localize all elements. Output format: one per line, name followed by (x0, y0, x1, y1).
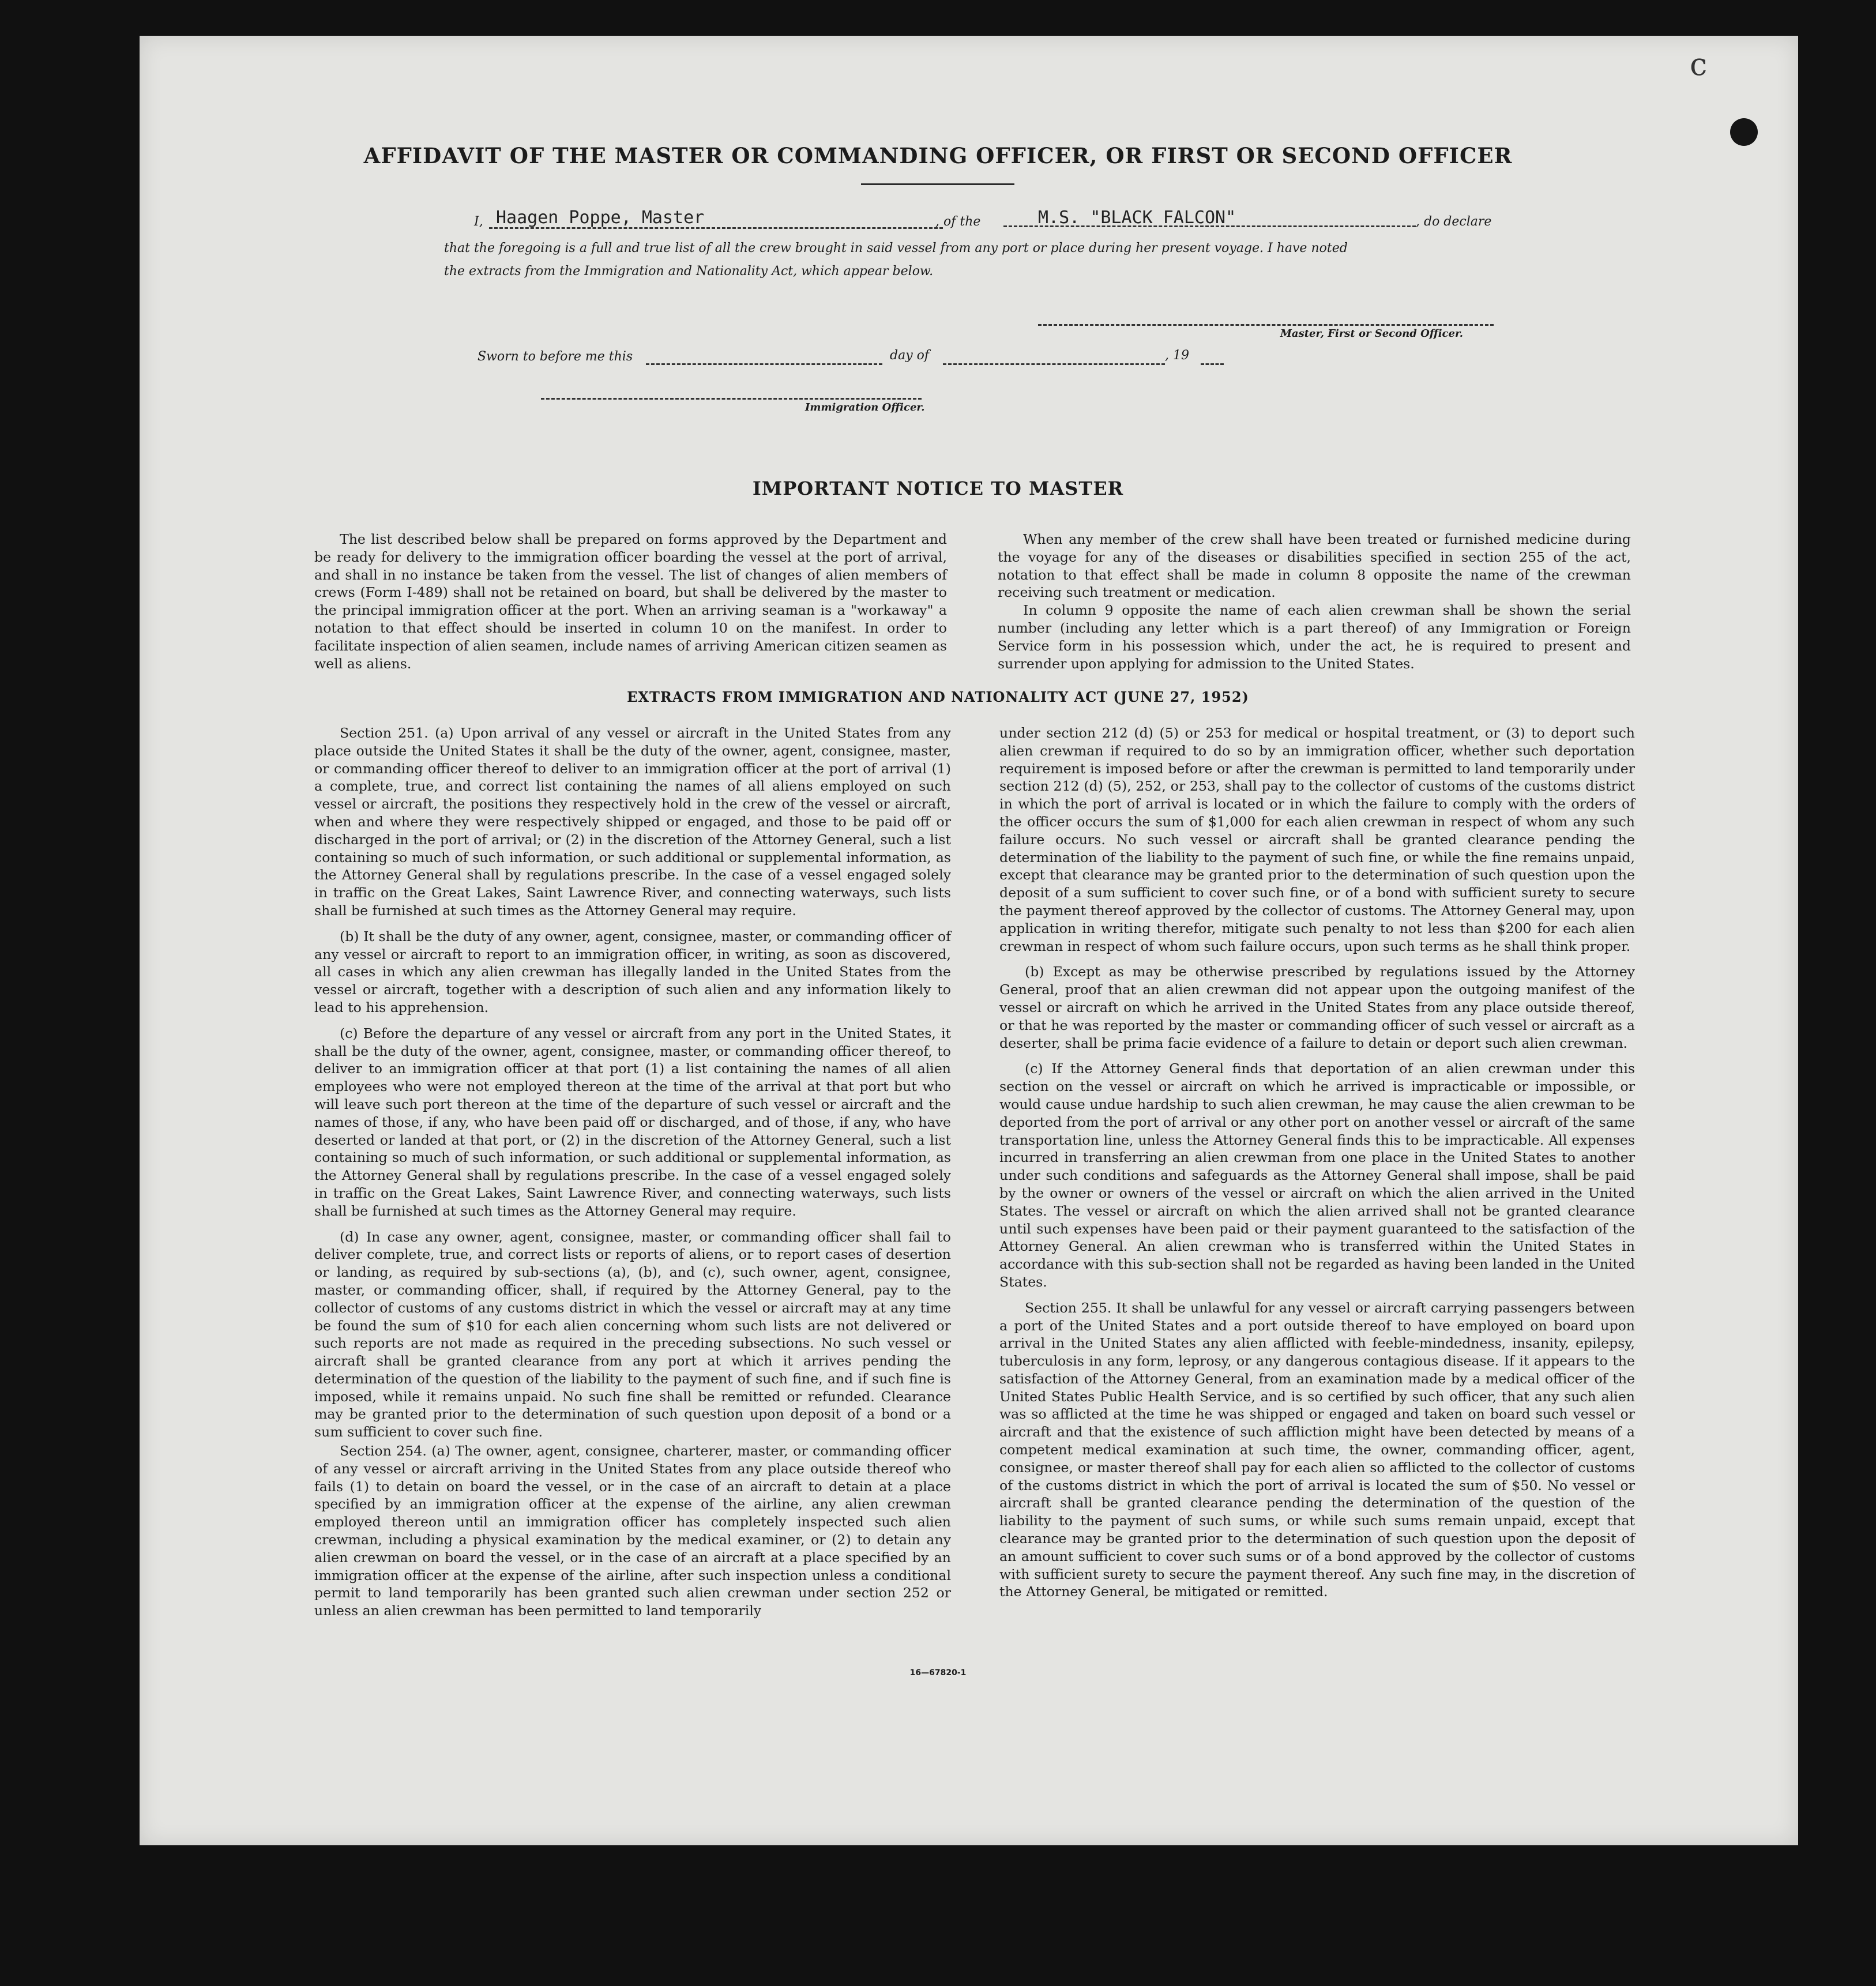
officer-signature-line (541, 392, 922, 400)
affidavit-title: AFFIDAVIT OF THE MASTER OR COMMANDING OFFICER, OR FIRST OR SECOND OFFICER (363, 143, 1513, 168)
of-the-label: , of the (935, 215, 981, 229)
day-of-label: day of (890, 348, 930, 363)
sworn-month-field (943, 356, 1165, 365)
sworn-day-field (646, 356, 882, 365)
section-254c: (c) If the Attorney General finds that deportation of an alien crewman under this section on the vessel or aircraft on which he arrived is impracticable or impossible, or would cause undue hardship to such alien crewman, he may cause the alien crewman to be deported from the port of arrival or any other port on another vessel or aircraft of the same transportation line, unless the Attorney General finds this to be impracticable. All expenses incurred in transferring an alien crewman from one place in the United States to another under such conditions and safeguards as the Attorney General shall impose, shall be paid by the owner or owners of the vessel or aircraft on which the alien arrived in the United States. The vessel or aircraft on which the alien arrived shall not be granted clearance until such expenses have been paid or their payment guaranteed to the satisfaction of the Attorney General. An alien crewman who is transferred within the United States in accordance with this sub-section shall not be regarded as having been landed in the United States. (999, 1060, 1635, 1290)
vessel-name-field: M.S. "BLACK FALCON" (1003, 208, 1416, 227)
title-rule (861, 183, 1014, 185)
extracts-right-column (999, 724, 1635, 1609)
section-251b: (b) It shall be the duty of any owner, agent, consignee, master, or commanding officer of any vessel or aircraft to report to an immigration officer, in writing, as soon as discovered, all cases in which any alien crewman has illegally landed in the United States from the vessel or aircraft, together with a description of such alien and any information likely to lead to his apprehension. (314, 928, 951, 1015)
statement-line-1: that the foregoing is a full and true list of all the crew brought in said vessel from any port or place during her present voyage. I have noted (444, 241, 1348, 255)
sworn-year-field (1201, 356, 1224, 365)
do-declare-label: , do declare (1416, 215, 1492, 229)
i-label: I, (474, 215, 483, 229)
section-251a: Section 251. (a) Upon arrival of any vessel or aircraft in the United States from any place outside the United States it shall be the duty of the owner, agent, consignee, master, or commanding officer thereof to deliver to an immigration officer at the port of arrival (1) a complete, true, and correct list containing the names of all aliens employed on such vessel or aircraft, the positions they respectively hold in the crew of the vessel or aircraft, when and where they were respectively shipped or engaged, and those to be paid off or discharged in the port of arrival; or (2) in the discretion of the Attorney General, such a list containing so much of such information, or such additional or supplemental information, as the Attorney General shall by regulations prescribe. In the case of a vessel engaged solely in traffic on the Great Lakes, Saint Lawrence River, and connecting waterways, such lists shall be furnished at such times as the Attorney General may require. (314, 725, 951, 919)
section-254a: Section 254. (a) The owner, agent, consignee, charterer, master, or commanding officer of any vessel or aircraft arriving in the United States from any place outside thereof who fails (1) to detain on board the vessel, or in the case of an aircraft to detain at a place specified by an immigration officer at the expense of the airline, any alien crewman employed thereon until an immigration officer has completely inspected such alien crewman, including a physical examination by the medical examiner, or (2) to detain any alien crewman on board the vessel, or in the case of an aircraft at a place specified by an immigration officer at the expense of the airline, after such inspection unless a conditional permit to land temporarily has been granted such alien crewman under section 252 or unless an alien crewman has been permitted to land temporarily (314, 1443, 951, 1619)
notice-left-paragraph: The list described below shall be prepared on forms approved by the Department and be ready for delivery to the immigration officer boarding the vessel at the port of arrival, and shall in no instance be taken from the vessel. The list of changes of alien members of crews (Form I-489) shall not be retained on board, but shall be delivered by the master to the principal immigration officer at the port. When an arriving seaman is a "workaway" a notation to that effect should be inserted in column 10 on the manifest. In order to facilitate inspection of alien seamen, include names of arriving American citizen seamen as well as aliens. (314, 531, 947, 672)
section-251c: (c) Before the departure of any vessel or aircraft from any port in the United States, it shall be the duty of the owner, agent, consignee, master, or commanding officer thereof, to deliver to an immigration officer at that port (1) a list containing the names of all alien employees who were not employed thereon at the time of the arrival at that port but who will leave such port thereon at the time of the departure of such vessel or aircraft and the names of those, if any, who have been paid off or discharged, and of those, if any, who have deserted or landed at that port, or (2) in the discretion of the Attorney General, such a list containing so much of such information, or such additional or supplemental information, as the Attorney General shall by regulations prescribe. In the case of a vessel engaged solely in traffic on the Great Lakes, Saint Lawrence River, and connecting waterways, such lists shall be furnished at such times as the Attorney General may require. (314, 1025, 951, 1219)
sworn-label: Sworn to before me this (478, 349, 633, 364)
section-254b: (b) Except as may be otherwise prescribed by regulations issued by the Attorney General, proof that an alien crewman did not appear upon the outgoing manifest of the vessel or aircraft on which he arrived in the United States from any place outside thereof, or that he was reported by the master or commanding officer of such vessel or aircraft as a deserter, shall be prima facie evidence of a failure to detain or deport such alien crewman. (999, 964, 1635, 1051)
extracts-left-column (314, 724, 951, 1628)
statement-line-2: the extracts from the Immigration and Nationality Act, which appear below. (444, 264, 934, 279)
notice-title: IMPORTANT NOTICE TO MASTER (752, 477, 1124, 499)
corner-c-mark-icon: c (1690, 46, 1708, 82)
signature-line (1038, 318, 1494, 326)
master-name-field: Haagen Poppe, Master (489, 208, 943, 229)
notice-right-paragraph-2: In column 9 opposite the name of each alien crewman shall be shown the serial number (including any letter which is a part thereof) of any Immigration or Foreign Service form in his possession which, under the act, he is required to present and surrender upon applying for admission to the United States. (998, 602, 1631, 672)
form-code: 16—67820-1 (909, 1668, 967, 1677)
section-254a-cont: under section 212 (d) (5) or 253 for medical or hospital treatment, or (3) to deport such alien crewman if required to do so by an immigration officer, whether such deportation requirement is imposed before or after the crewman is permitted to land temporarily under section 212 (d) (5), 252, or 253, shall pay to the collector of customs of the customs district in which the port of arrival is located or in which the failure to comply with the orders of the officer occurs the sum of $1,000 for each alien crewman in respect of whom any such failure occurs. No such vessel or aircraft shall be granted clearance pending the determination of the liability to the payment of such fine, or while the fine remains unpaid, except that clearance may be granted prior to the determination of such question upon the deposit of a sum sufficient to cover such fine, or of a bond with sufficient surety to secure the payment thereof approved by the collector of customs. The Attorney General may, upon application in writing therefor, mitigate such penalty to not less than $200 for each alien crewman in respect of whom such failure occurs, upon such terms as he shall think proper. (999, 725, 1635, 954)
section-251d: (d) In case any owner, agent, consignee, master, or commanding officer shall fail to deliver complete, true, and correct lists or reports of aliens, or to report cases of desertion or landing, as required by sub-sections (a), (b), and (c), such owner, agent, consignee, master, or commanding officer, shall, if required by the Attorney General, pay to the collector of customs of any customs district in which the vessel or aircraft may at any time be found the sum of $10 for each alien concerning whom such lists are not delivered or such reports are not made as required in the preceding subsections. No such vessel or aircraft shall be granted clearance from any port at which it arrives pending the determination of the question of the liability to the payment of such fine, and if such fine is imposed, while it remains unpaid. No such fine shall be remitted or refunded. Clearance may be granted prior to the determination of such question upon deposit of a bond or a sum sufficient to cover such fine. (314, 1228, 951, 1440)
punch-hole-icon (1730, 118, 1758, 146)
year-label: , 19 (1165, 348, 1189, 363)
notice-right-paragraph-1: When any member of the crew shall have been treated or furnished medicine during the voyage for any of the diseases or disabilities specified in section 255 of the act, notation to that effect shall be made in column 8 opposite the name of the crewman receiving such treatment or medication. (998, 531, 1631, 601)
extracts-title: EXTRACTS FROM IMMIGRATION AND NATIONALITY ACT (JUNE 27, 1952) (627, 689, 1249, 705)
signature-label: Master, First or Second Officer. (1280, 328, 1464, 340)
officer-label: Immigration Officer. (805, 401, 925, 413)
section-255: Section 255. It shall be unlawful for any vessel or aircraft carrying passengers between a port of the United States and a port outside thereof to have employed on board upon arrival in the United States any alien afflicted with feeble-mindedness, insanity, epilepsy, tuberculosis in any form, leprosy, or any dangerous contagious disease. If it appears to the satisfaction of the Attorney General, from an examination made by a medical officer of the United States Public Health Service, and is so certified by such officer, that any such alien was so afflicted at the time he was shipped or engaged and taken on board such vessel or aircraft and that the existence of such affliction might have been detected by means of a competent medical examination at such time, the owner, commanding officer, agent, consignee, or master thereof shall pay for each alien so afflicted to the collector of customs of the customs district in which the port of arrival is located the sum of $50. No vessel or aircraft shall be granted clearance pending the determination of the question of the liability to the payment of such sums, or while such sums remain unpaid, except that clearance may be granted prior to the determination of such question upon the deposit of an amount sufficient to cover such sums or of a bond approved by the collector of customs with sufficient surety to secure the payment thereof. Any such fine may, in the discretion of the Attorney General, be mitigated or remitted. (999, 1299, 1635, 1600)
